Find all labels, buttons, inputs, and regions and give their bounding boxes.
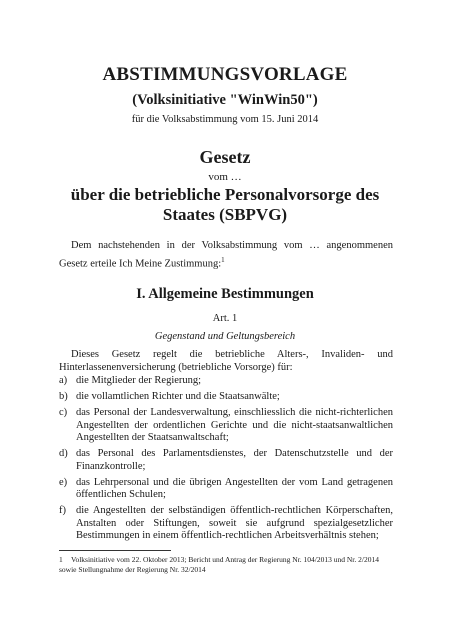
list-item [59, 375, 393, 388]
article-subject: Gegenstand und Geltungsbereich [154, 331, 296, 342]
section-title: I. Allgemeine Bestimmungen [136, 286, 314, 302]
list-item-text: das Lehrpersonal und die übrigen Angestellten der vom Land getragenen öffentlichen Schulen; [76, 476, 393, 500]
list-item [59, 477, 393, 502]
list-item-mark: e) [59, 476, 68, 488]
vote-date: für die Volksabstimmung vom 15. Juni 2014 [131, 114, 319, 125]
list-item-text: die Mitglieder der Regierung; [76, 375, 202, 386]
list-item-mark: b) [59, 391, 68, 402]
intro-text: Dem nachstehenden in der Volksabstimmung vom … angenommenen Gesetz erteile Ich Meine Zustimmung: [59, 240, 393, 270]
law-title-line-1: über die betriebliche Personalvorsorge des [70, 185, 380, 204]
article-paragraph: Dieses Gesetz regelt die betriebliche Alters-, Invaliden- und Hinterlassenenversicherung (betriebliche Vorsorge) für: [59, 349, 393, 373]
law-date: vom … [208, 171, 242, 183]
intro-paragraph [59, 239, 393, 272]
footnote-text: Volksinitiative vom 22. Oktober 2013; Bericht und Antrag der Regierung Nr. 104/2013 und Nr. 2/2014 sowie Stellungnahme der Regierung Nr. 32/2014 [59, 555, 379, 574]
list-item-text: das Personal des Parlamentsdienstes, der Datenschutzstelle und der Finanzkontrolle; [76, 448, 393, 472]
list-item [59, 505, 393, 543]
footnote-divider [59, 550, 171, 551]
list-item [59, 391, 393, 404]
footnote-reference[interactable]: 1 [221, 256, 225, 264]
law-title-line-2: Staates (SBPVG) [162, 205, 288, 224]
initiative-subtitle: (Volksinitiative "WinWin50") [132, 92, 318, 108]
footnote [59, 555, 393, 575]
article-number: Art. 1 [212, 313, 238, 324]
list-item-text: das Personal der Landesverwaltung, einschliesslich die nicht-richterlichen Angestellten der ordentlichen Gerichte und die nicht-staatsanwaltlichen Angestellten der Staatsanwaltschaft; [76, 407, 393, 443]
list-item [59, 407, 393, 445]
list-item-text: die Angestellten der selbständigen öffentlich-rechtlichen Körperschaften, Anstalten oder Stiftungen, soweit sie aufgrund spezialgesetzlicher Bestimmungen in einem öffentlich-rechtlichen Arbeitsverhältnis stehen; [76, 505, 393, 541]
list-item-mark: c) [59, 407, 68, 418]
list-item [59, 448, 393, 473]
footnote-number: 1 [59, 555, 63, 564]
list-item-text: die vollamtlichen Richter und die Staatsanwälte; [76, 391, 280, 402]
scope-list [59, 375, 393, 546]
document-title: ABSTIMMUNGSVORLAGE [102, 64, 348, 85]
list-item-mark: d) [59, 448, 68, 459]
list-item-mark: a) [59, 375, 68, 386]
law-heading: Gesetz [199, 147, 251, 167]
list-item-mark: f) [59, 505, 66, 516]
